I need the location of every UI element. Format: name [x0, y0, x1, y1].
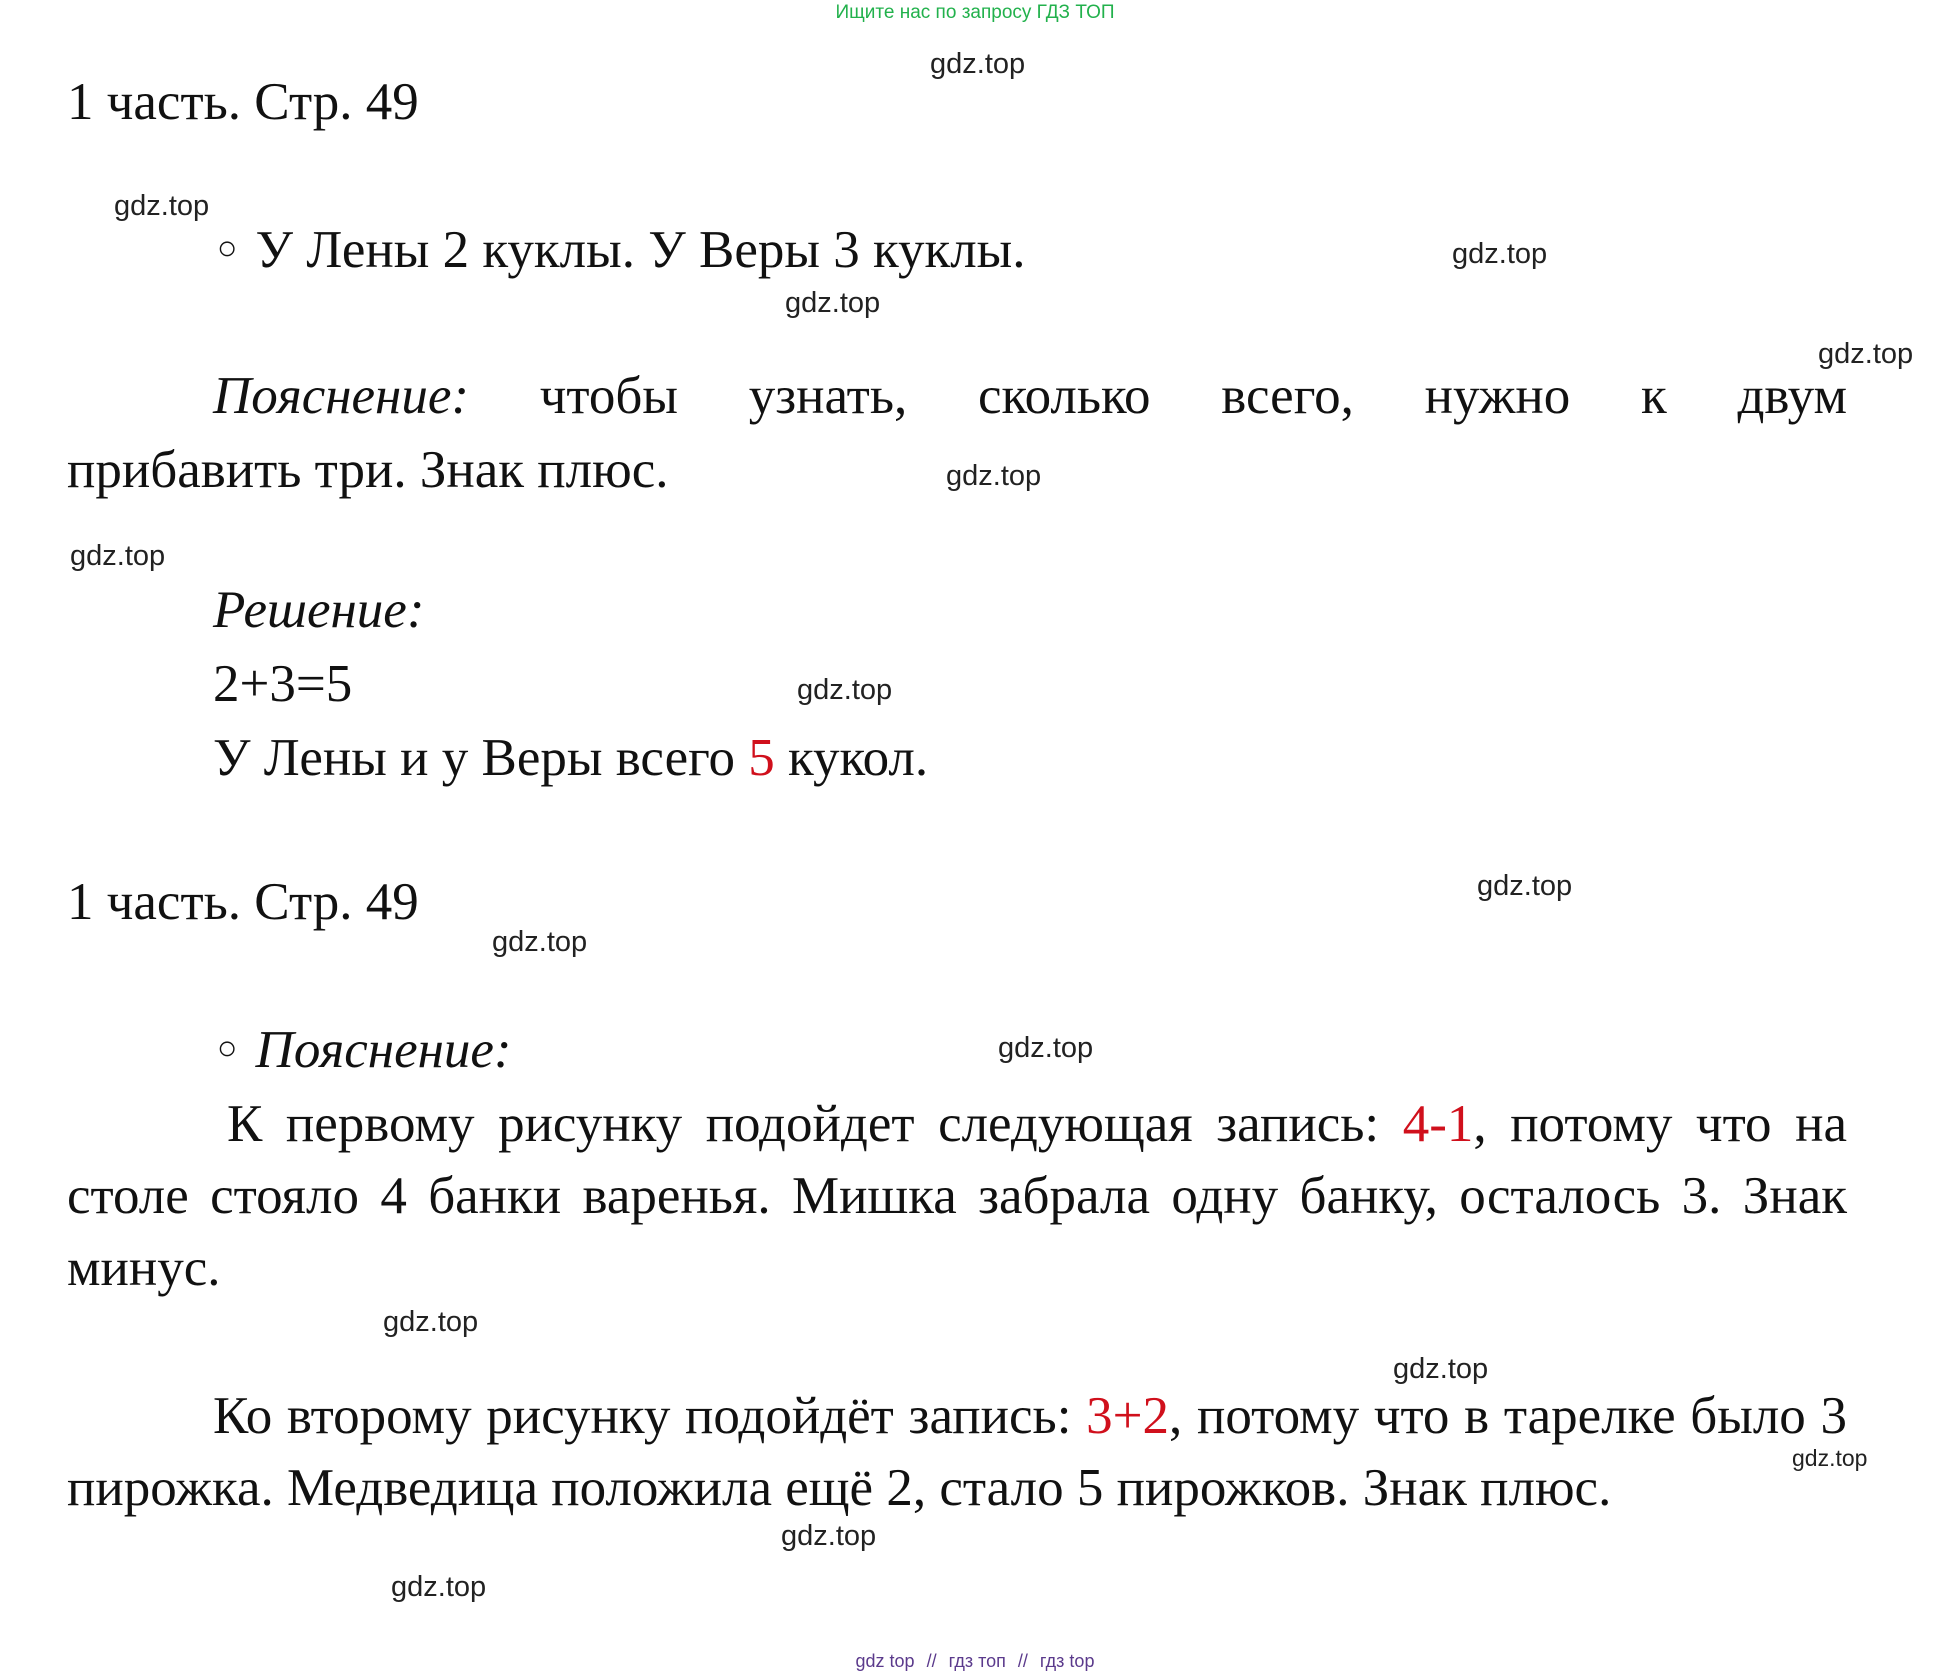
explanation-label: Пояснение: [213, 367, 470, 425]
word: узнать, [748, 367, 908, 425]
watermark: gdz.top [1818, 338, 1914, 370]
footer-link[interactable]: gdz top [855, 1651, 915, 1671]
p1-value: 4-1 [1402, 1095, 1474, 1153]
word: к [1640, 367, 1667, 425]
p2-before: Ко второму рисунку подойдёт запись: [213, 1387, 1087, 1445]
solution-label: Решение: [213, 581, 425, 639]
watermark: gdz.top [797, 674, 893, 706]
p2-value: 3+2 [1086, 1387, 1170, 1445]
watermark: gdz.top [930, 48, 1026, 80]
top-banner[interactable]: Ищите нас по запросу ГДЗ ТОП [835, 2, 1115, 23]
watermark: gdz.top [114, 190, 210, 222]
watermark: gdz.top [1452, 238, 1548, 270]
watermark: gdz.top [785, 287, 881, 319]
footer-links [0, 1651, 1950, 1672]
watermark: gdz.top [391, 1571, 487, 1603]
word: сколько [977, 367, 1151, 425]
answer [213, 728, 928, 788]
footer-link[interactable]: гдз top [1039, 1651, 1095, 1671]
section-1-heading: 1 часть. Стр. 49 [67, 73, 419, 131]
watermark: gdz.top [781, 1520, 877, 1552]
equation: 2+3=5 [213, 655, 353, 713]
explanation-label: Пояснение: [255, 1021, 512, 1079]
watermark: gdz.top [383, 1306, 479, 1338]
watermark: gdz.top [1792, 1445, 1868, 1471]
section-2-heading: 1 часть. Стр. 49 [67, 873, 419, 931]
word: двум [1737, 367, 1847, 425]
watermark: gdz.top [998, 1032, 1094, 1064]
footer-link[interactable]: гдз топ [948, 1651, 1006, 1671]
word: нужно [1424, 367, 1571, 425]
p1-after: , потому что на столе стояло 4 банки варенья. Мишка забрала одну банку, осталось 3. Знак минус. [67, 1095, 1848, 1297]
section-1-task [217, 220, 1026, 280]
watermark: gdz.top [946, 460, 1042, 492]
p2-after: , потому что в тарелке было 3 пирожка. Медведица положила ещё 2, стало 5 пирожков. Знак плюс. [67, 1387, 1847, 1517]
footer-separator: // [926, 1651, 937, 1671]
paragraph-2 [67, 1380, 1847, 1524]
watermark: gdz.top [70, 540, 166, 572]
watermark: gdz.top [1477, 870, 1573, 902]
bullet-icon: ○ [217, 230, 238, 267]
paragraph-1 [67, 1088, 1847, 1304]
explanation-line-2: прибавить три. Знак плюс. [67, 441, 669, 499]
footer-separator: // [1017, 1651, 1028, 1671]
word: всего, [1221, 367, 1354, 425]
explanation-line-1 [213, 366, 1847, 426]
word: чтобы [539, 367, 678, 425]
answer-after: кукол. [774, 729, 929, 787]
watermark: gdz.top [1393, 1353, 1489, 1385]
answer-value: 5 [748, 729, 775, 787]
answer-before: У Лены и у Веры всего [213, 729, 749, 787]
bullet-icon: ○ [217, 1030, 238, 1067]
p1-before: К первому рисунку подойдет следующая запись: [227, 1095, 1403, 1153]
task-text: У Лены 2 куклы. У Веры 3 куклы. [255, 221, 1026, 279]
section-2-explanation-heading [217, 1020, 512, 1080]
watermark: gdz.top [492, 926, 588, 958]
